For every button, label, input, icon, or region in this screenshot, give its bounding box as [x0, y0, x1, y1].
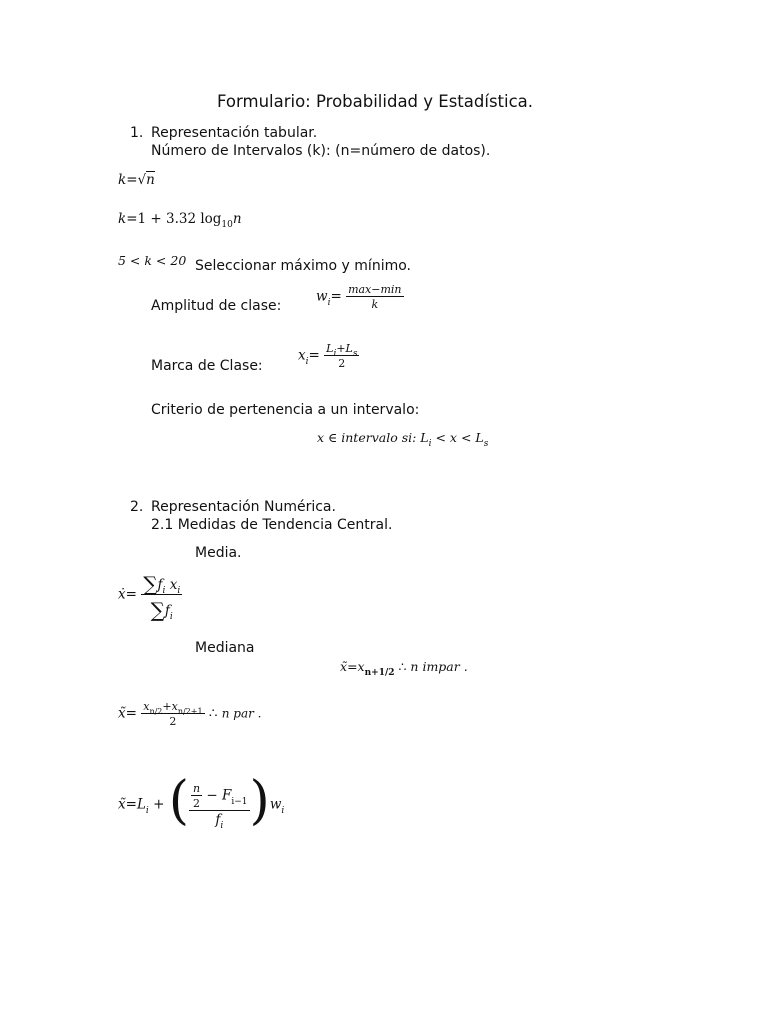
formula-class-width: $w_i=$ $\frac{\max-\min}{k}$: [316, 283, 402, 311]
section1-heading: Representación tabular.: [151, 125, 318, 141]
class-mark-label: Marca de Clase:: [151, 358, 263, 374]
section1-number: 1.: [130, 125, 144, 141]
median-label: Mediana: [195, 640, 255, 656]
formula-class-mark: $x_i=$ $\frac{L_i+L_s}{2}$: [298, 342, 358, 370]
formula-mean: ẋ= $\frac{\sum f_i x_i}{\sum f_i}$: [118, 572, 181, 622]
formula-median-grouped: $x̃=L_i$ + ( $\frac{n}{2}$ − $F_{i-1}$ $f_i$ )$w_i$: [118, 771, 285, 831]
formula-membership: x ∈ intervalo si: $L_i < x < L_s$: [317, 430, 489, 449]
section2-subheading: 2.1 Medidas de Tendencia Central.: [151, 517, 393, 533]
intervals-line: Número de Intervalos (k): (n=número de datos).: [151, 143, 491, 159]
formula-k-sturges: k=1 + 3.32 $\log_{10}n$: [118, 211, 242, 230]
section2-heading: Representación Numérica.: [151, 499, 336, 515]
class-width-label: Amplitud de clase:: [151, 298, 282, 314]
formula-median-odd: $x̃=x_{n+1/2}$ ∴ n impar .: [340, 659, 468, 678]
mean-label: Media.: [195, 545, 242, 561]
page-title: Formulario: Probabilidad y Estadística.: [217, 92, 534, 111]
formula-median-even: x̃= $\frac{x_{n/2}+x_{n/2+1}}{2}$ ∴ n par .: [118, 700, 262, 728]
select-line: Seleccionar máximo y mínimo.: [195, 258, 411, 274]
section2-number: 2.: [130, 499, 144, 515]
formula-k-sqrt: k=√n: [118, 172, 155, 188]
membership-label: Criterio de pertenencia a un intervalo:: [151, 402, 420, 418]
formula-k-range: 5 < k < 20: [118, 253, 187, 268]
